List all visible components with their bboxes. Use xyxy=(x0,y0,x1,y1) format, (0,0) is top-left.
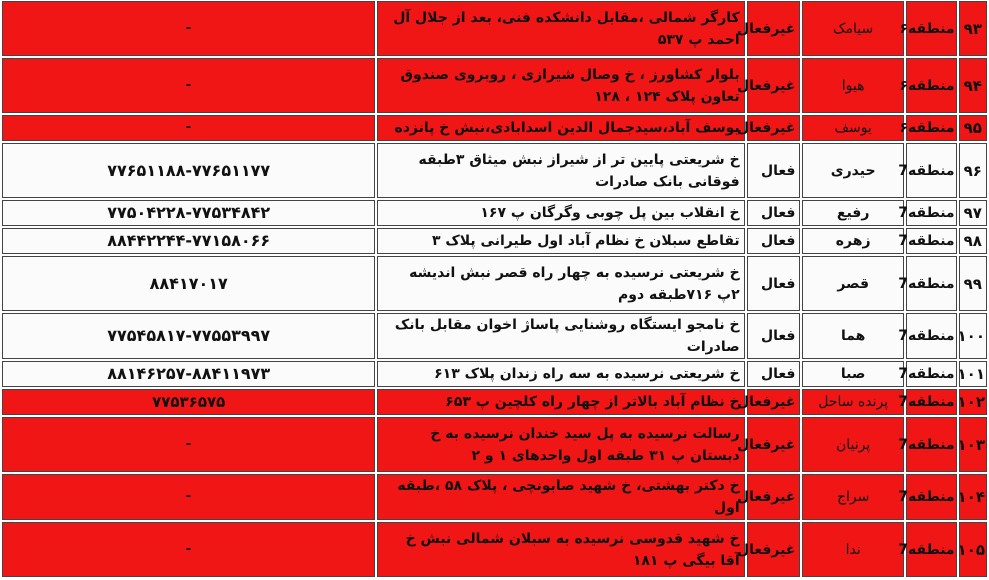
phone-cell: ۸۸۴۱۷۰۱۷ xyxy=(2,256,375,311)
table-row xyxy=(2,417,987,472)
status-cell: غیرفعال xyxy=(747,474,801,520)
table-row xyxy=(2,313,987,359)
phone-cell: ۷۷۶۵۱۱۸۸-۷۷۶۵۱۱۷۷ xyxy=(2,143,375,198)
name-cell: ندا xyxy=(802,522,903,577)
table-row xyxy=(2,256,987,311)
status-cell: فعال xyxy=(747,200,801,226)
address-cell: رسالت نرسیده به پل سید خندان نرسیده به خ دبستان پ ۳۱ طبقه اول واحدهای ۱ و ۲ xyxy=(377,417,744,472)
phone-cell: - xyxy=(2,1,375,56)
address-cell: تقاطع سبلان خ نظام آباد اول طیرانی پلاک ۳ xyxy=(377,228,744,254)
table-row xyxy=(2,522,987,577)
name-cell: سیامک xyxy=(802,1,903,56)
address-cell: بلوار کشاورز ، خ وصال شیرازی ، روبروی صندوق تعاون پلاک ۱۲۴ ، ۱۲۸ xyxy=(377,58,744,113)
name-cell: رفیع xyxy=(802,200,903,226)
phone-cell: - xyxy=(2,522,375,577)
name-cell: هما xyxy=(802,313,903,359)
phone-cell: ۸۸۱۴۶۲۵۷-۸۸۴۱۱۹۷۳ xyxy=(2,361,375,387)
table-row xyxy=(2,115,987,141)
name-cell: پرنده ساحل xyxy=(802,389,903,415)
row-number: ۹۷ xyxy=(959,200,987,226)
row-number: ۹۳ xyxy=(959,1,987,56)
phone-cell: - xyxy=(2,58,375,113)
table-row xyxy=(2,228,987,254)
row-number: ۹۹ xyxy=(959,256,987,311)
row-number: ۹۶ xyxy=(959,143,987,198)
row-number: ۱۰۰ xyxy=(959,313,987,359)
name-cell: سراج xyxy=(802,474,903,520)
status-cell: فعال xyxy=(747,228,801,254)
status-cell: غیرفعال xyxy=(747,58,801,113)
status-cell: فعال xyxy=(747,256,801,311)
name-cell: پرنیان xyxy=(802,417,903,472)
address-cell: خ انقلاب بین پل چوبی وگرگان پ ۱۶۷ xyxy=(377,200,744,226)
row-number: ۱۰۴ xyxy=(959,474,987,520)
name-cell: زهره xyxy=(802,228,903,254)
region-cell: منطقه7 xyxy=(906,522,957,577)
region-cell: منطقه۶ xyxy=(906,58,957,113)
row-number: ۹۴ xyxy=(959,58,987,113)
status-cell: فعال xyxy=(747,313,801,359)
table-row xyxy=(2,200,987,226)
address-cell: کارگر شمالی ،مقابل دانشکده فنی، بعد از جلال آل احمد پ ۵۳۷ xyxy=(377,1,744,56)
address-cell: خ نظام آباد بالاتر از چهار راه کلچین پ ۶۵۳ xyxy=(377,389,744,415)
status-cell: غیرفعال xyxy=(747,417,801,472)
name-cell: صبا xyxy=(802,361,903,387)
region-cell: منطقه7 xyxy=(906,313,957,359)
region-cell: منطقه۶ xyxy=(906,1,957,56)
region-cell: منطقه7 xyxy=(906,200,957,226)
region-cell: منطقه7 xyxy=(906,389,957,415)
region-cell: منطقه7 xyxy=(906,256,957,311)
table-row xyxy=(2,1,987,56)
name-cell: حیدری xyxy=(802,143,903,198)
table-row xyxy=(2,143,987,198)
name-cell: هیوا xyxy=(802,58,903,113)
address-cell: خ شهید قدوسی نرسیده به سبلان شمالی نبش خ آقا بیگی پ ۱۸۱ xyxy=(377,522,744,577)
table-row xyxy=(2,58,987,113)
status-cell: فعال xyxy=(747,143,801,198)
name-cell: قصر xyxy=(802,256,903,311)
status-cell: غیرفعال xyxy=(747,115,801,141)
region-cell: منطقه7 xyxy=(906,474,957,520)
region-cell: منطقه7 xyxy=(906,417,957,472)
row-number: ۱۰۲ xyxy=(959,389,987,415)
row-number: ۹۵ xyxy=(959,115,987,141)
name-cell: یوسف xyxy=(802,115,903,141)
address-cell: خ شریعتی نرسیده به سه راه زندان پلاک ۶۱۳ xyxy=(377,361,744,387)
phone-cell: - xyxy=(2,474,375,520)
region-cell: منطقه7 xyxy=(906,361,957,387)
status-cell: غیرفعال xyxy=(747,1,801,56)
row-number: ۹۸ xyxy=(959,228,987,254)
row-number: ۱۰۳ xyxy=(959,417,987,472)
phone-cell: - xyxy=(2,115,375,141)
status-cell: غیرفعال xyxy=(747,389,801,415)
row-number: ۱۰۵ xyxy=(959,522,987,577)
address-cell: خ شریعتی نرسیده به چهار راه قصر نبش اندیشه ۲پ ۷۱۶طبقه دوم xyxy=(377,256,744,311)
phone-cell: - xyxy=(2,417,375,472)
table-body xyxy=(2,1,987,577)
region-cell: منطقه7 xyxy=(906,228,957,254)
phone-cell: ۷۷۵۰۴۲۲۸-۷۷۵۳۴۸۴۲ xyxy=(2,200,375,226)
phone-cell: ۸۸۴۴۲۲۴۴-۷۷۱۵۸۰۶۶ xyxy=(2,228,375,254)
address-cell: یوسف آباد،سیدجمال الدین اسدابادی،نبش خ پانزده xyxy=(377,115,744,141)
status-cell: غیرفعال xyxy=(747,522,801,577)
region-cell: منطقه7 xyxy=(906,143,957,198)
row-number: ۱۰۱ xyxy=(959,361,987,387)
phone-cell: ۷۷۵۳۶۵۷۵ xyxy=(2,389,375,415)
address-cell: خ دکتر بهشتی، خ شهید صابونچی ، پلاک ۵۸ ،طبقه اول xyxy=(377,474,744,520)
phone-cell: ۷۷۵۴۵۸۱۷-۷۷۵۵۳۹۹۷ xyxy=(2,313,375,359)
status-cell: فعال xyxy=(747,361,801,387)
table-row xyxy=(2,474,987,520)
table-row xyxy=(2,361,987,387)
address-cell: خ شریعتی پایین تر از شیراز نبش میثاق ۳طبقه فوقانی بانک صادرات xyxy=(377,143,744,198)
table-row xyxy=(2,389,987,415)
address-cell: خ نامجو ایستگاه روشنایی پاساژ اخوان مقابل بانک صادرات xyxy=(377,313,744,359)
region-cell: منطقه۶ xyxy=(906,115,957,141)
